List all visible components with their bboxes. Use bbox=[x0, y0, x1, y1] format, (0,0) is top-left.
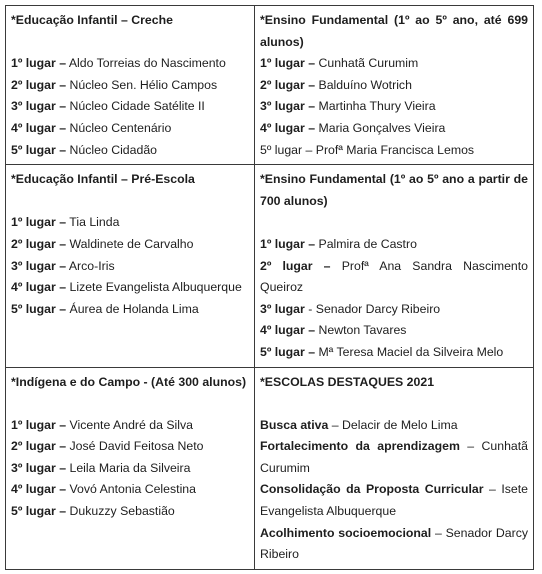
school-name: Aldo Torreias do Nascimento bbox=[68, 56, 226, 71]
ranking-entry bbox=[260, 53, 528, 75]
ranking-entry bbox=[11, 96, 249, 118]
table-row bbox=[6, 165, 534, 367]
rank-label: 3º lugar – bbox=[260, 99, 316, 114]
category-title: *ESCOLAS DESTAQUES 2021 bbox=[260, 374, 435, 389]
school-name: Áurea de Holanda Lima bbox=[69, 301, 199, 316]
school-name: – Isete Evangelista Albuquerque bbox=[260, 482, 529, 519]
rank-label: 5º lugar – bbox=[11, 142, 67, 157]
rank-label: 3º lugar – bbox=[11, 99, 67, 114]
ranking-entry bbox=[11, 256, 249, 278]
highlight-entry bbox=[260, 523, 528, 566]
rank-label: 3º lugar bbox=[260, 301, 305, 316]
ranking-entry bbox=[11, 458, 249, 480]
rank-label: 3º lugar – bbox=[11, 460, 67, 475]
ranking-entry bbox=[11, 436, 249, 458]
rank-label: 1º lugar – bbox=[260, 56, 316, 71]
ranking-entry bbox=[11, 299, 249, 321]
rank-label: 4º lugar – bbox=[260, 120, 316, 135]
school-name: – Delacir de Melo Lima bbox=[331, 417, 458, 432]
school-name: Vicente André da Silva bbox=[69, 417, 194, 432]
ranking-entry bbox=[11, 234, 249, 256]
school-name: Leila Maria da Silveira bbox=[69, 460, 191, 475]
highlight-label: Busca ativa bbox=[260, 417, 329, 432]
category-title: *Educação Infantil – Creche bbox=[11, 13, 173, 27]
table-row bbox=[6, 6, 534, 165]
ranking-entry bbox=[260, 320, 528, 342]
ranking-entry bbox=[11, 277, 249, 299]
category-cell-pre-escola bbox=[6, 165, 255, 367]
school-name: Martinha Thury Vieira bbox=[318, 99, 436, 114]
rank-label: 3º lugar – bbox=[11, 258, 67, 273]
ranking-entry bbox=[11, 501, 249, 523]
school-name: Núcleo Sen. Hélio Campos bbox=[69, 77, 218, 92]
school-name: Waldinete de Carvalho bbox=[69, 236, 194, 251]
school-name: Vovó Antonia Celestina bbox=[69, 482, 196, 497]
school-name: Lizete Evangelista Albuquerque bbox=[69, 280, 242, 295]
highlight-entry bbox=[260, 436, 528, 479]
rank-label: 2º lugar – bbox=[260, 258, 331, 273]
school-name: Maria Gonçalves Vieira bbox=[318, 120, 446, 135]
rank-label: 1º lugar – bbox=[260, 236, 316, 251]
school-name: – Senador Darcy Ribeiro bbox=[260, 525, 528, 562]
school-name: Cunhatã Curumim bbox=[318, 56, 419, 71]
school-name: Palmira de Castro bbox=[318, 236, 417, 251]
school-name: 5º lugar – Profª Maria Francisca Lemos bbox=[260, 142, 475, 157]
rank-label: 1º lugar – bbox=[11, 417, 67, 432]
ranking-entry bbox=[260, 342, 528, 364]
ranking-entry bbox=[11, 140, 249, 162]
ranking-entry bbox=[260, 140, 528, 162]
ranking-entry bbox=[260, 75, 528, 97]
school-name: Profª Ana Sandra Nascimento Queiroz bbox=[260, 258, 528, 295]
ranking-entry bbox=[260, 299, 528, 321]
school-name: Mª Teresa Maciel da Silveira Melo bbox=[318, 344, 504, 359]
rank-label: 5º lugar – bbox=[260, 344, 316, 359]
highlight-entry bbox=[260, 479, 528, 522]
ranking-entry bbox=[11, 53, 249, 75]
school-name: Núcleo Centenário bbox=[69, 120, 172, 135]
ranking-entry bbox=[11, 212, 249, 234]
school-name: – Cunhatã Curumim bbox=[260, 439, 528, 475]
category-cell-fundamental-acima-700 bbox=[255, 165, 534, 367]
category-title: *Ensino Fundamental (1º ao 5º ano a partir de 700 alunos) bbox=[260, 172, 528, 208]
category-cell-creche bbox=[6, 6, 255, 165]
highlight-entry bbox=[260, 415, 528, 437]
ranking-entry bbox=[11, 415, 249, 437]
rank-label: 2º lugar – bbox=[11, 439, 67, 454]
category-title: *Educação Infantil – Pré-Escola bbox=[11, 172, 195, 187]
school-name: Núcleo Cidadão bbox=[69, 142, 158, 157]
rank-label: 5º lugar – bbox=[11, 301, 67, 316]
ranking-entry bbox=[260, 118, 528, 140]
school-awards-table bbox=[5, 5, 534, 570]
ranking-entry bbox=[11, 479, 249, 501]
ranking-entry bbox=[260, 96, 528, 118]
category-cell-escolas-destaques bbox=[255, 367, 534, 569]
rank-label: 2º lugar – bbox=[11, 77, 67, 92]
rank-label: 5º lugar – bbox=[11, 504, 67, 519]
category-title: *Ensino Fundamental (1º ao 5º ano, até 699 alunos) bbox=[260, 13, 528, 49]
highlight-label: Fortalecimento da aprendizagem bbox=[260, 439, 460, 454]
category-cell-indigena-campo bbox=[6, 367, 255, 569]
rank-label: 4º lugar – bbox=[260, 323, 316, 338]
rank-label: 4º lugar – bbox=[11, 120, 67, 135]
rank-label: 1º lugar – bbox=[11, 56, 67, 71]
table-row bbox=[6, 367, 534, 569]
school-name: Tia Linda bbox=[69, 215, 120, 230]
category-cell-fundamental-ate-699 bbox=[255, 6, 534, 165]
ranking-entry bbox=[11, 118, 249, 140]
highlight-label: Acolhimento socioemocional bbox=[260, 525, 432, 540]
school-name: José David Feitosa Neto bbox=[69, 439, 204, 454]
school-name: Arco-Iris bbox=[68, 258, 115, 273]
highlight-label: Consolidação da Proposta Curricular bbox=[260, 482, 484, 497]
category-title: *Indígena e do Campo - (Até 300 alunos) bbox=[11, 374, 247, 389]
school-name: Núcleo Cidade Satélite II bbox=[69, 99, 205, 114]
rank-label: 2º lugar – bbox=[11, 236, 67, 251]
school-name: Dukuzzy Sebastião bbox=[69, 504, 175, 519]
rank-label: 1º lugar – bbox=[11, 215, 67, 230]
school-name: Balduíno Wotrich bbox=[318, 77, 412, 92]
school-name: - Senador Darcy Ribeiro bbox=[308, 301, 441, 316]
rank-label: 2º lugar – bbox=[260, 77, 316, 92]
ranking-entry bbox=[260, 256, 528, 299]
school-name: Newton Tavares bbox=[318, 323, 407, 338]
ranking-entry bbox=[260, 234, 528, 256]
rank-label: 4º lugar – bbox=[11, 280, 67, 295]
rank-label: 4º lugar – bbox=[11, 482, 67, 497]
ranking-entry bbox=[11, 75, 249, 97]
